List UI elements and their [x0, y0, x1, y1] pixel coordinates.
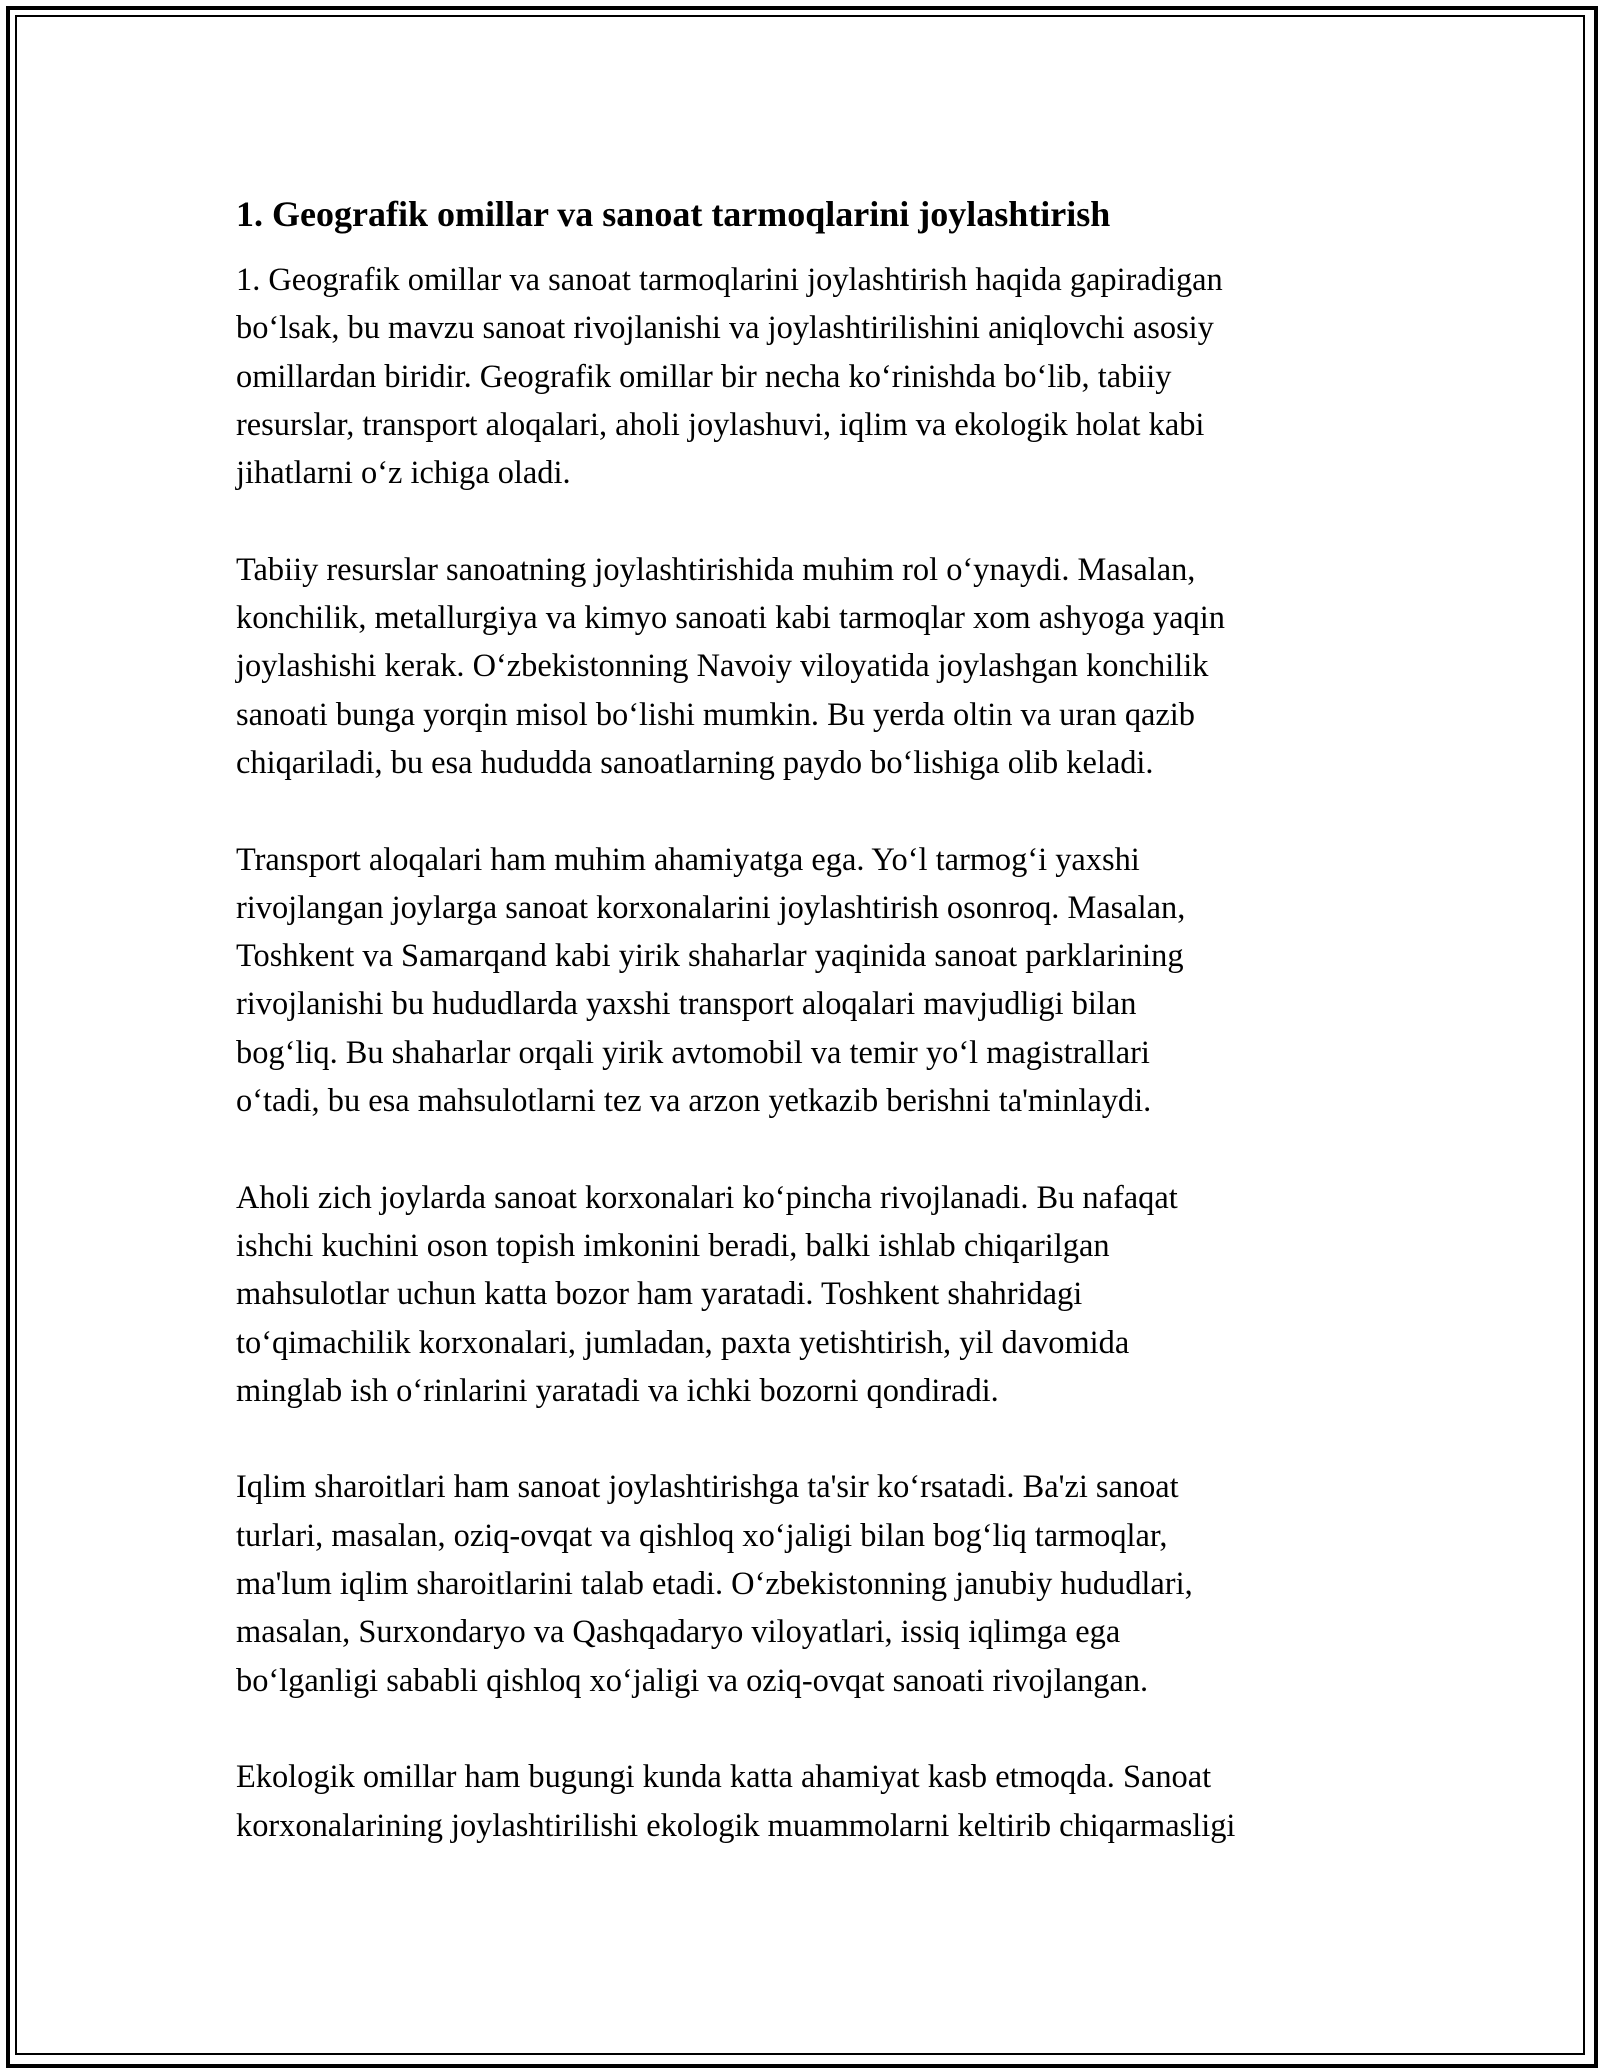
text-line: bo‘lsak, bu mavzu sanoat rivojlanishi va joylashtirilishini aniqlovchi asosiy: [236, 310, 1214, 347]
text-line: korxonalarining joylashtirilishi ekologik muammolarni keltirib chiqarmasligi: [236, 1807, 1236, 1844]
paragraph-transport: [236, 836, 1386, 1126]
text-line: to‘qimachilik korxonalari, jumladan, paxta yetishtirish, yil davomida: [236, 1324, 1130, 1361]
text-line: minglab ish o‘rinlarini yaratadi va ichki bozorni qondiradi.: [236, 1372, 999, 1409]
text-line: joylashishi kerak. O‘zbekistonning Navoiy viloyatida joylashgan konchilik: [236, 648, 1209, 685]
document-title: 1. Geografik omillar va sanoat tarmoqlarini joylashtirish: [236, 194, 1111, 234]
text-line: o‘tadi, bu esa mahsulotlarni tez va arzon yetkazib berishni ta'minlaydi.: [236, 1083, 1152, 1120]
paragraph-ecology: [236, 1753, 1386, 1850]
text-line: Iqlim sharoitlari ham sanoat joylashtirishga ta'sir ko‘rsatadi. Ba'zi sanoat: [236, 1469, 1179, 1506]
document-body: [236, 186, 1386, 1898]
text-line: rivojlanishi bu hududlarda yaxshi transport aloqalari mavjudligi bilan: [236, 986, 1137, 1023]
text-line: Aholi zich joylarda sanoat korxonalari ko‘pincha rivojlanadi. Bu nafaqat: [236, 1179, 1178, 1216]
text-line: mahsulotlar uchun katta bozor ham yaratadi. Toshkent shahridagi: [236, 1276, 1083, 1313]
text-line: Transport aloqalari ham muhim ahamiyatga ega. Yo‘l tarmog‘i yaxshi: [236, 841, 1140, 878]
text-line: turlari, masalan, oziq-ovqat va qishloq xo‘jaligi bilan bog‘liq tarmoqlar,: [236, 1517, 1168, 1554]
text-line: Tabiiy resurslar sanoatning joylashtirishida muhim rol o‘ynaydi. Masalan,: [236, 551, 1196, 588]
text-line: bog‘liq. Bu shaharlar orqali yirik avtomobil va temir yo‘l magistrallari: [236, 1034, 1150, 1071]
text-line: Ekologik omillar ham bugungi kunda katta ahamiyat kasb etmoqda. Sanoat: [236, 1759, 1212, 1796]
text-line: masalan, Surxondaryo va Qashqadaryo viloyatlari, issiq iqlimga ega: [236, 1614, 1121, 1651]
text-line: bo‘lganligi sababli qishloq xo‘jaligi va oziq-ovqat sanoati rivojlangan.: [236, 1662, 1149, 1699]
paragraph-climate: [236, 1463, 1386, 1704]
paragraph-natural-resources: [236, 546, 1386, 787]
paragraph-intro: [236, 256, 1386, 497]
text-line: 1. Geografik omillar va sanoat tarmoqlarini joylashtirish haqida gapiradigan: [236, 262, 1223, 298]
text-line: ishchi kuchini oson topish imkonini beradi, balki ishlab chiqarilgan: [236, 1227, 1110, 1264]
text-line: Toshkent va Samarqand kabi yirik shaharlar yaqinida sanoat parklarining: [236, 938, 1184, 975]
text-line: jihatlarni o‘z ichiga oladi.: [236, 455, 571, 492]
text-line: ma'lum iqlim sharoitlarini talab etadi. O‘zbekistonning janubiy hududlari,: [236, 1566, 1193, 1603]
paragraph-population: [236, 1174, 1386, 1415]
text-line: chiqariladi, bu esa hududda sanoatlarning paydo bo‘lishiga olib keladi.: [236, 744, 1154, 781]
text-line: rivojlangan joylarga sanoat korxonalarini joylashtirish osonroq. Masalan,: [236, 889, 1186, 926]
text-line: sanoati bunga yorqin misol bo‘lishi mumkin. Bu yerda oltin va uran qazib: [236, 696, 1195, 733]
text-line: resurslar, transport aloqalari, aholi joylashuvi, iqlim va ekologik holat kabi: [236, 406, 1205, 443]
text-line: omillardan biridir. Geografik omillar bir necha ko‘rinishda bo‘lib, tabiiy: [236, 358, 1172, 395]
text-line: konchilik, metallurgiya va kimyo sanoati kabi tarmoqlar xom ashyoga yaqin: [236, 600, 1225, 637]
